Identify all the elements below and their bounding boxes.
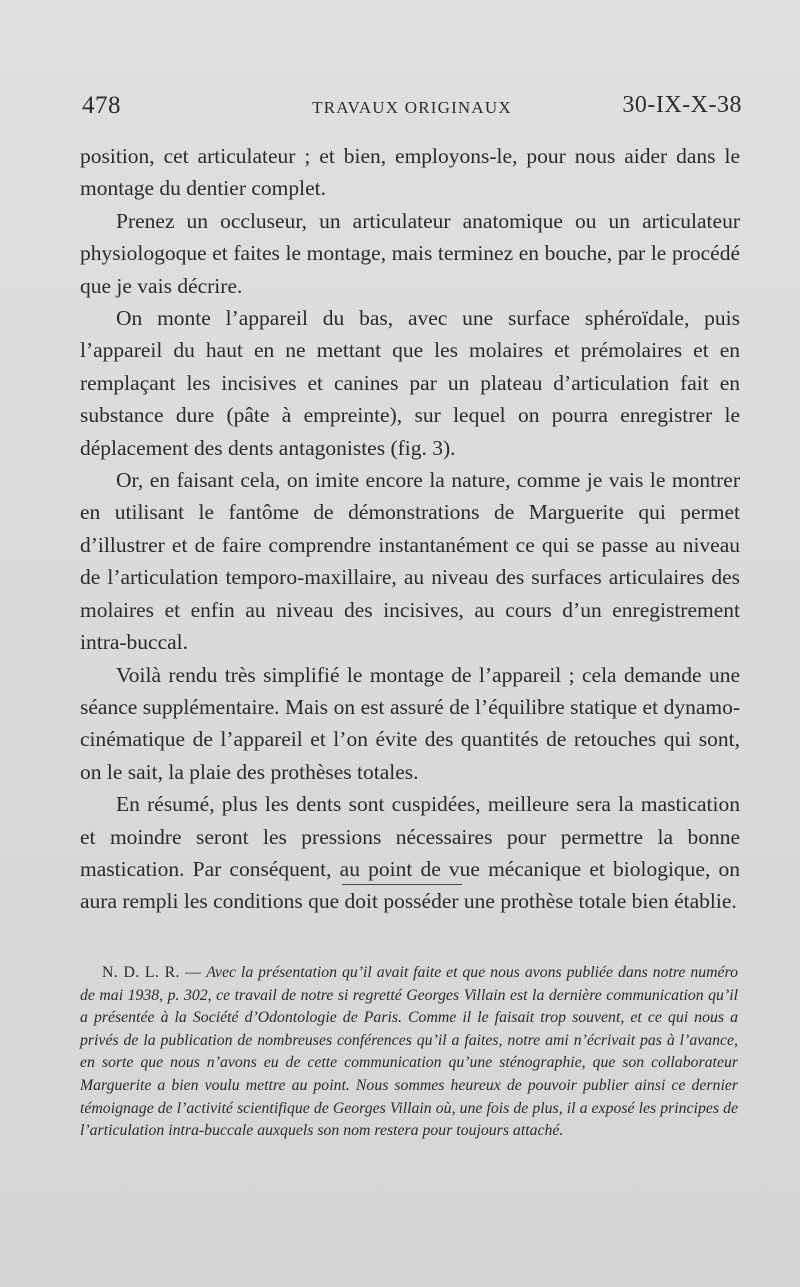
editorial-note: [80, 962, 738, 1143]
paragraph: Voilà rendu très simplifié le montage de l’appareil ; cela demande une séance supplémentaire. Mais on est assuré de l’équilibre statique et dynamo-cinématique de l’appareil et l’on évite des quantités de retouches qui sont, on le sait, la plaie des prothèses totales.: [80, 662, 740, 784]
paragraph: On monte l’appareil du bas, avec une surface sphéroïdale, puis l’appareil du haut en ne mettant que les molaires et prémolaires et en remplaçant les incisives et canines par un plateau d’articulation fait en substance dure (pâte à empreinte), sur lequel on pourra enregistrer le déplacement des dents antagonistes (fig. 3).: [80, 306, 740, 460]
issue-date: 30-IX-X-38: [622, 92, 742, 118]
page-number: 478: [82, 92, 121, 119]
paragraph: Or, en faisant cela, on imite encore la nature, comme je vais le montrer en utilisant le fantôme de démonstrations de Marguerite qui permet d’illustrer et de faire comprendre instantanément ce qui se passe au niveau de l’articulation temporo-maxillaire, au niveau des surfaces articulaires des molaires et enfin au niveau des incisives, au cours d’un enregistrement intra-buccal.: [80, 468, 740, 655]
note-text: Avec la présentation qu’il avait faite et que nous avons publiée dans notre numéro de mai 1938, p. 302, ce travail de notre si regretté Georges Villain est la dernière communication qu’il a présentée à la Société d’Odontologie de Paris. Comme il le faisait trop souvent, et ce qui nous a privés de la publication de nombreuses conférences qu’il a faites, notre ami n’écrivait pas à l’avance, en sorte que nous n’avons eu de cette communication qu’une sténographie, que son collaborateur Marguerite a bien voulu mettre au point. Nous sommes heureux de pouvoir publier ainsi ce dernier témoignage de l’activité scientifique de Georges Villain où, une fois de plus, il a exposé les principes de l’articulation intra-buccale auxquels son nom restera pour toujours attaché.: [80, 964, 739, 1140]
paragraph: En résumé, plus les dents sont cuspidées, meilleure sera la mastication et moindre seront les pressions nécessaires pour permettre la bonne mastication. Par conséquent, au point de vue mécanique et biologique, on aura rempli les conditions que doit posséder une prothèse totale bien établie.: [80, 792, 740, 914]
note-lead: N. D. L. R. —: [102, 964, 202, 981]
note-paragraph: [80, 962, 738, 1143]
running-title: TRAVAUX ORIGINAUX: [312, 98, 512, 117]
running-head: [82, 92, 742, 126]
section-divider: [342, 884, 462, 885]
article-body: [80, 140, 740, 918]
paragraph: position, cet articulateur ; et bien, employons-le, pour nous aider dans le montage du dentier complet.: [80, 144, 740, 201]
paragraph: Prenez un occluseur, un articulateur anatomique ou un articulateur physiologoque et faites le montage, mais terminez en bouche, par le procédé que je vais décrire.: [80, 208, 740, 298]
